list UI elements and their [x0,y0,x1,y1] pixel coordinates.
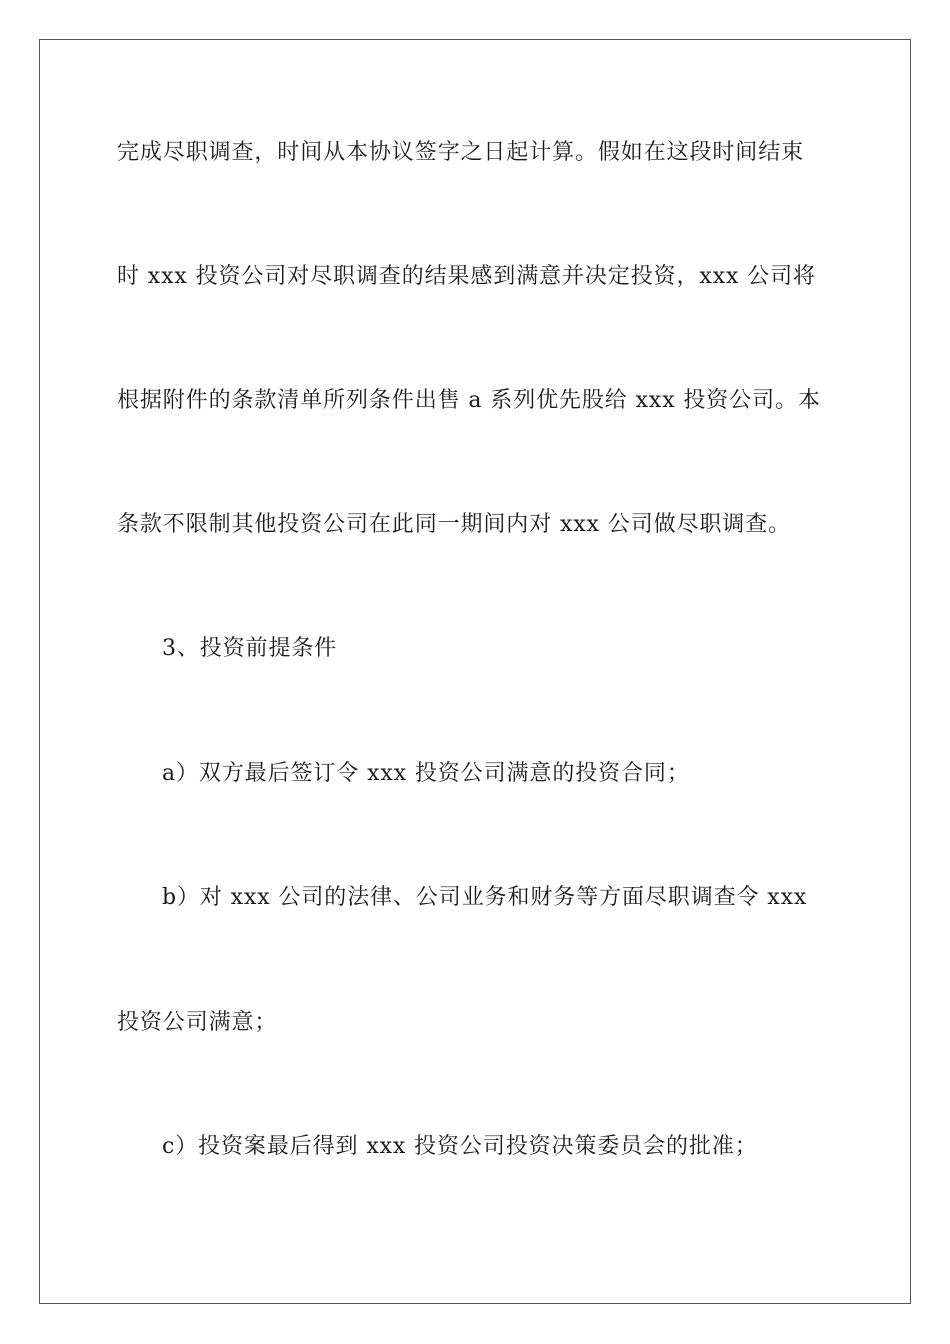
paragraph-line: 根据附件的条款清单所列条件出售 a 系列优先股给 xxx 投资公司。本 [117,388,821,413]
paragraph-line: 条款不限制其他投资公司在此同一期间内对 xxx 公司做尽职调查。 [117,512,792,537]
list-item-a: a）双方最后签订令 xxx 投资公司满意的投资合同； [162,761,690,786]
paragraph-line: 时 xxx 投资公司对尽职调查的结果感到满意并决定投资，xxx 公司将 [117,264,816,289]
section-heading: 3、投资前提条件 [162,636,338,661]
list-item-b-continuation: 投资公司满意； [117,1010,278,1035]
page-border [39,39,911,1304]
list-item-b: b）对 xxx 公司的法律、公司业务和财务等方面尽职调查令 xxx [162,885,808,910]
list-item-c: c）投资案最后得到 xxx 投资公司投资决策委员会的批准； [162,1134,758,1159]
paragraph-line: 完成尽职调查，时间从本协议签字之日起计算。假如在这段时间结束 [117,140,805,165]
